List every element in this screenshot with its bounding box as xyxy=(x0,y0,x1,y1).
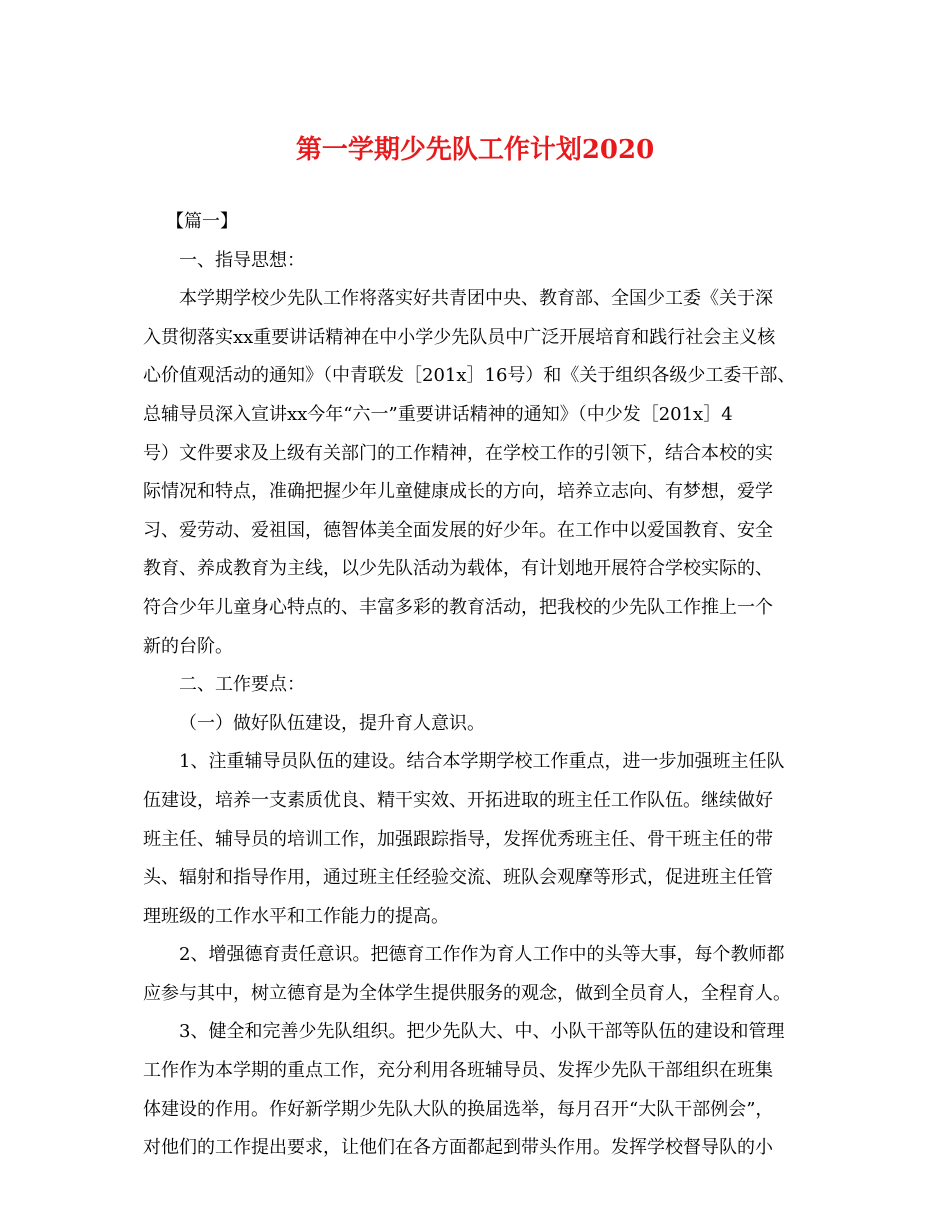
paragraph-line: 1、注重辅导员队伍的建设。结合本学期学校工作重点，进一步加强班主任队 xyxy=(179,751,785,773)
paragraph-line: （一）做好队伍建设，提升育人意识。 xyxy=(179,712,485,734)
paragraph-line: 伍建设，培养一支素质优良、精干实效、开拓进取的班主任工作队伍。继续做好 xyxy=(143,789,773,811)
paragraph-line: 3、健全和完善少先队组织。把少先队大、中、小队干部等队伍的建设和管理 xyxy=(179,1021,785,1043)
paragraph-line: 新的台阶。 xyxy=(143,635,233,657)
paragraph-line: 习、爱劳动、爱祖国，德智体美全面发展的好少年。在工作中以爱国教育、安全 xyxy=(143,519,773,541)
paragraph-line: 一、指导思想： xyxy=(179,249,305,271)
paragraph-line: 总辅导员深入宣讲xx今年“六一”重要讲话精神的通知》（中少发［201x］4 xyxy=(143,403,733,425)
paragraph-line: 入贯彻落实xx重要讲话精神在中小学少先队员中广泛开展培育和践行社会主义核 xyxy=(143,326,776,348)
paragraph-line: 符合少年儿童身心特点的、丰富多彩的教育活动，把我校的少先队工作推上一个 xyxy=(143,596,773,618)
paragraph-line: 二、工作要点： xyxy=(179,674,305,696)
paragraph-line: 教育、养成教育为主线，以少先队活动为载体，有计划地开展符合学校实际的、 xyxy=(143,558,773,580)
paragraph-line: 应参与其中，树立德育是为全体学生提供服务的观念，做到全员育人，全程育人。 xyxy=(143,982,791,1004)
paragraph-line: 班主任、辅导员的培训工作，加强跟踪指导，发挥优秀班主任、骨干班主任的带 xyxy=(143,828,773,850)
document-body xyxy=(143,203,833,1168)
paragraph-line: 头、辐射和指导作用，通过班主任经验交流、班队会观摩等形式，促进班主任管 xyxy=(143,867,773,889)
paragraph-line: 心价值观活动的通知》（中青联发［201x］16号）和《关于组织各级少工委干部、 xyxy=(143,365,796,387)
paragraph-line: 本学期学校少先队工作将落实好共青团中央、教育部、全国少工委《关于深 xyxy=(179,288,773,310)
paragraph-line: 【篇一】 xyxy=(166,211,238,232)
document-title: 第一学期少先队工作计划2020 xyxy=(295,135,655,165)
paragraph-line: 对他们的工作提出要求，让他们在各方面都起到带头作用。发挥学校督导队的小 xyxy=(143,1137,773,1159)
paragraph-line: 际情况和特点，准确把握少年儿童健康成长的方向，培养立志向、有梦想，爱学 xyxy=(143,481,773,503)
paragraph-line: 2、增强德育责任意识。把德育工作作为育人工作中的头等大事，每个教师都 xyxy=(179,944,785,966)
paragraph-line: 体建设的作用。作好新学期少先队大队的换届选举，每月召开“大队干部例会”， xyxy=(143,1098,774,1120)
paragraph-line: 理班级的工作水平和工作能力的提高。 xyxy=(143,905,449,927)
paragraph-line: 号）文件要求及上级有关部门的工作精神，在学校工作的引领下，结合本校的实 xyxy=(143,442,773,464)
paragraph-line: 工作作为本学期的重点工作，充分利用各班辅导员、发挥少先队干部组织在班集 xyxy=(143,1060,773,1082)
